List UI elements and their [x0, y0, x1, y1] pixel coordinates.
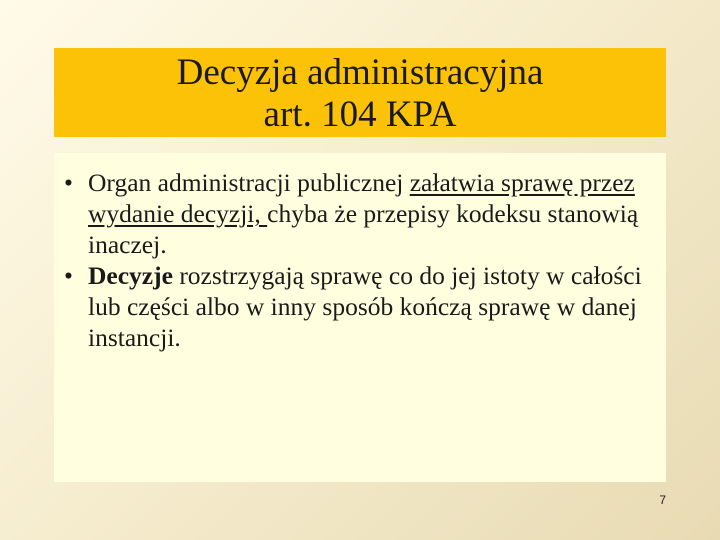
title-line-2: art. 104 KPA: [263, 94, 457, 135]
bullet-icon: •: [64, 168, 73, 197]
slide-title: [54, 48, 666, 137]
bullet-2-text-after: rozstrzygają sprawę co do jej istoty w całości lub części albo w inny sposób kończą sprawę w danej instancji.: [88, 261, 642, 352]
bullet-list: [64, 167, 652, 353]
bullet-item-1: [64, 167, 652, 260]
bullet-2-bold-text: Decyzje: [88, 261, 173, 290]
title-line-1: Decyzja administracyjna: [176, 52, 544, 93]
slide-content: [54, 153, 666, 482]
bullet-item-2: [64, 260, 652, 353]
bullet-1-text-before: Organ administracji publicznej: [88, 168, 410, 197]
bullet-icon: •: [64, 261, 73, 290]
bullet-1-underlined-text: załatwia sprawę przez wydanie decyzji,: [88, 168, 635, 228]
bullet-1-text-after: chyba że przepisy kodeksu stanowią inaczej.: [88, 199, 639, 259]
page-number: 7: [659, 493, 666, 507]
